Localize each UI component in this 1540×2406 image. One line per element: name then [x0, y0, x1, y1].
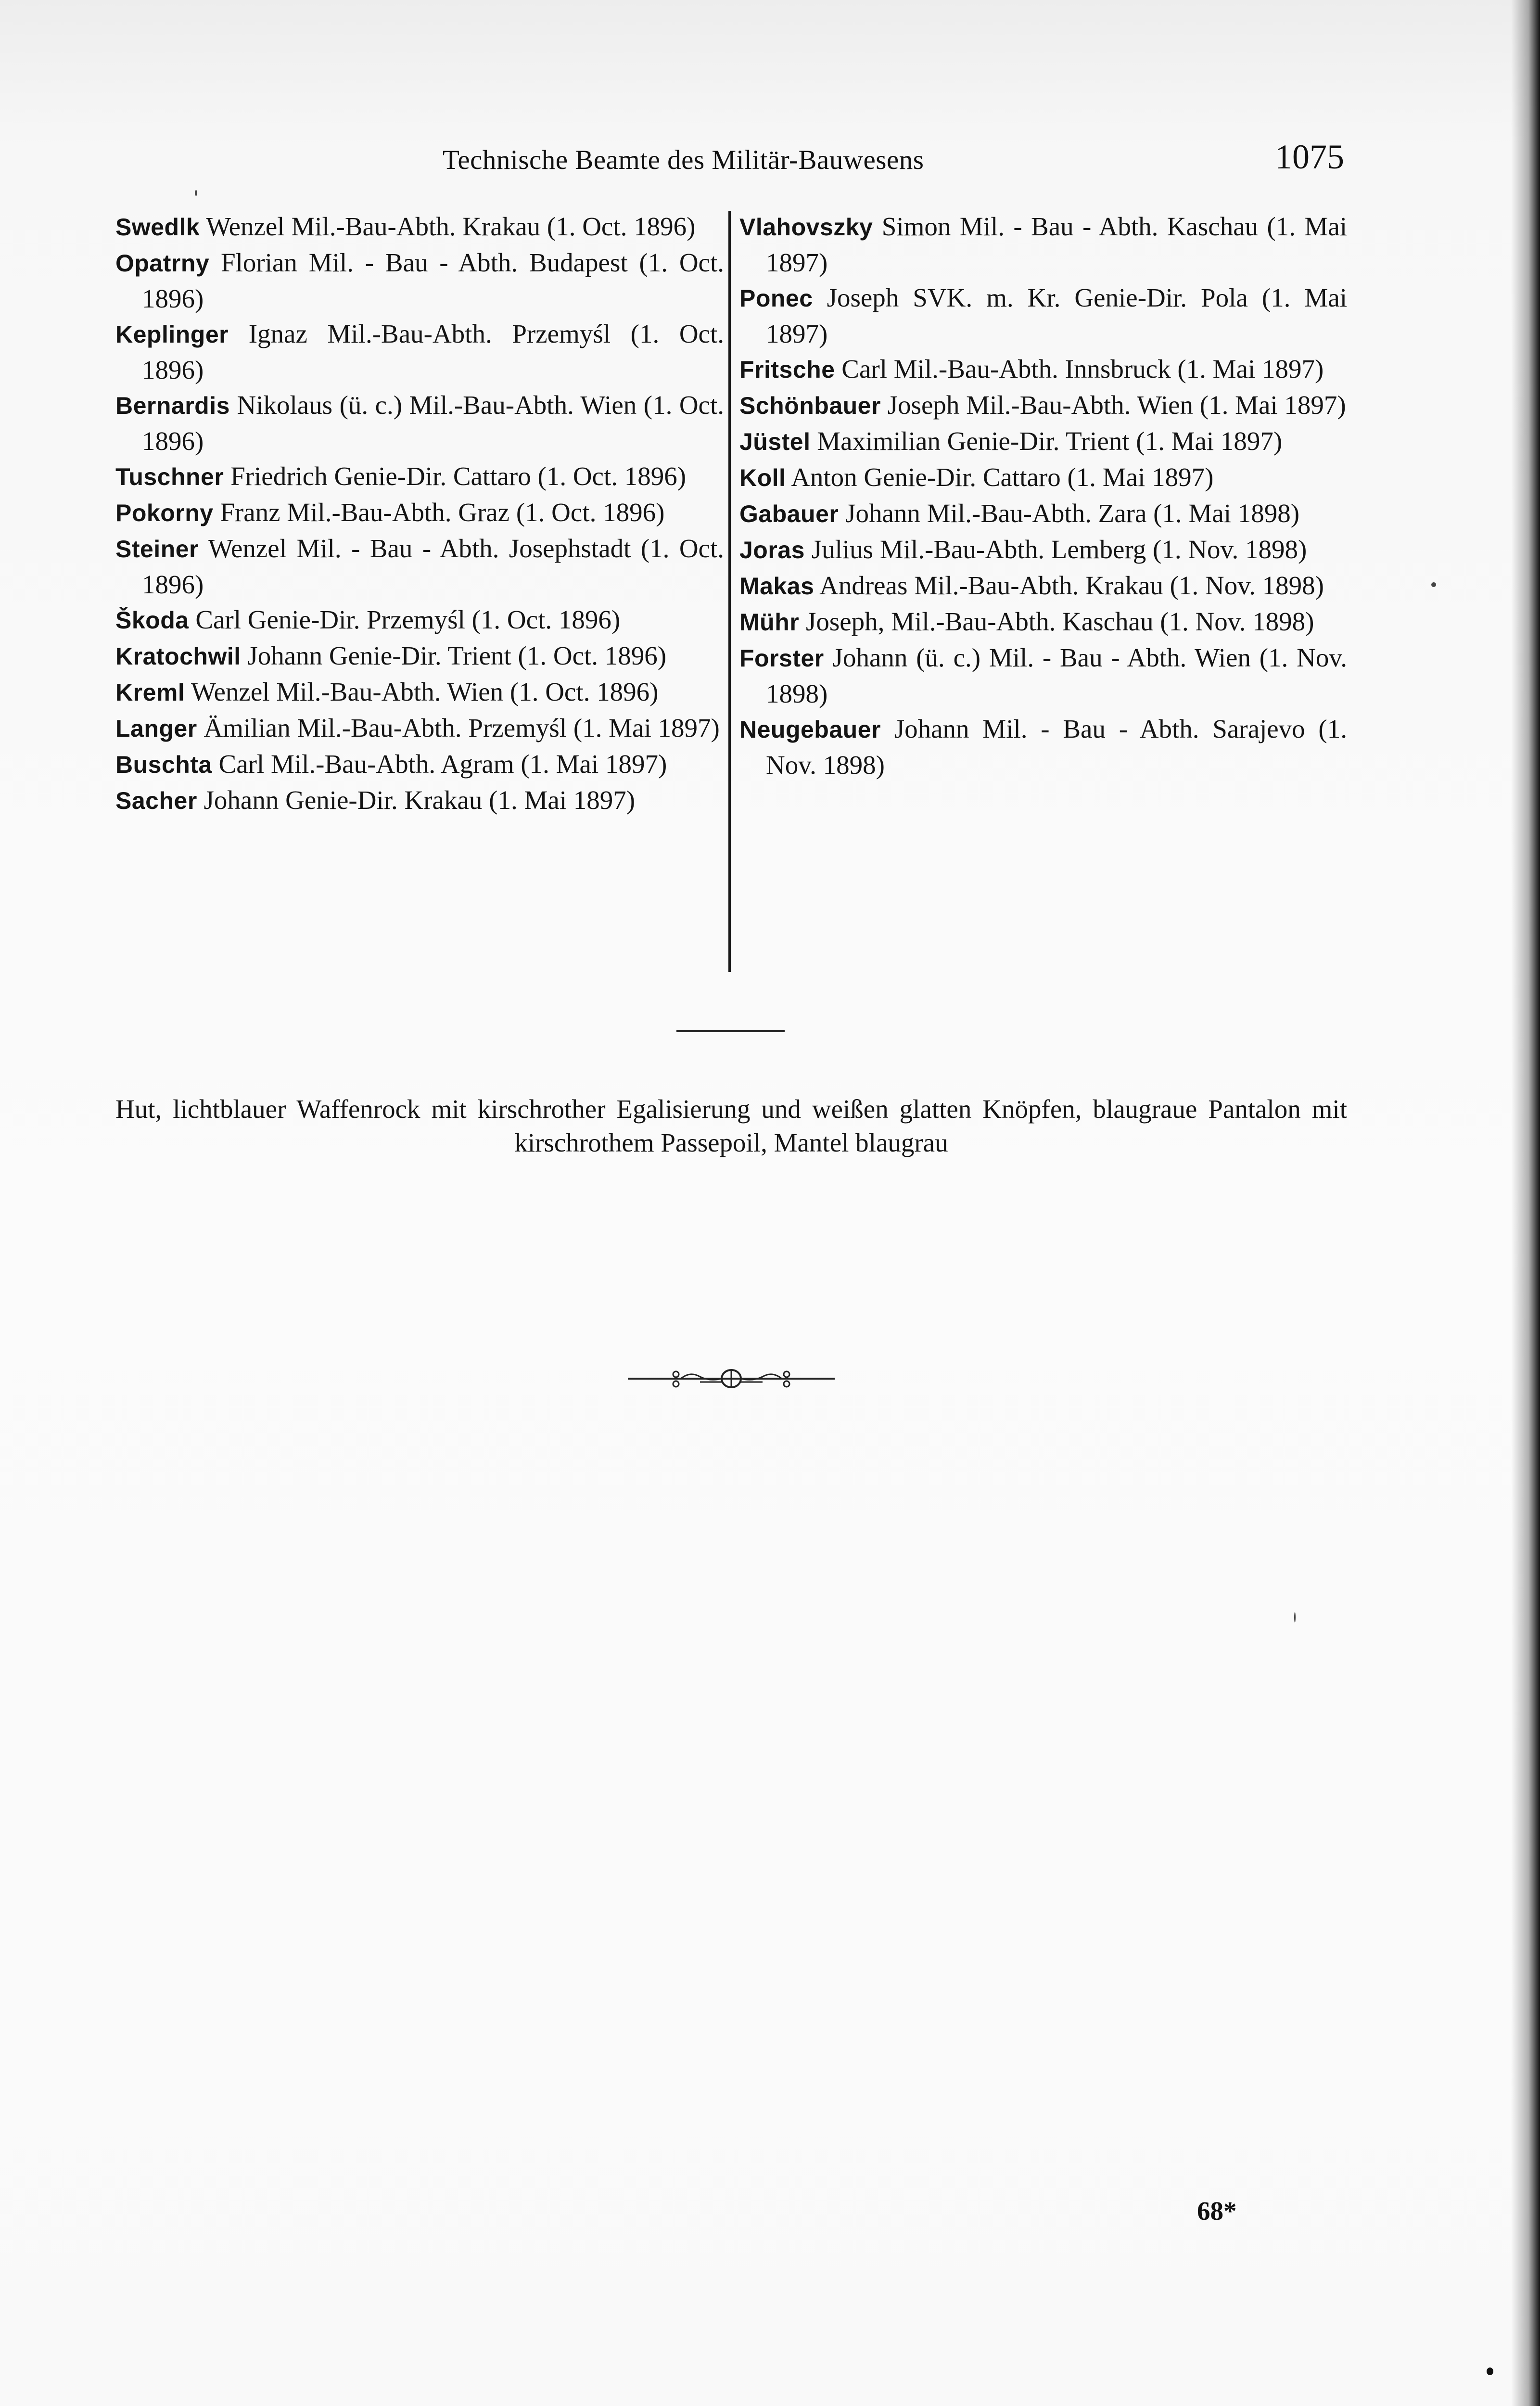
- entry-details: Franz Mil.-Bau-Abth. Graz (1. Oct. 1896): [220, 498, 665, 527]
- surname: Škoda: [115, 607, 189, 634]
- signature-mark: 68*: [1197, 2196, 1237, 2226]
- surname: Steiner: [115, 536, 199, 563]
- personnel-entry: [115, 638, 724, 674]
- scan-speck: [1431, 582, 1436, 587]
- entry-details: Carl Genie-Dir. Przemyśl (1. Oct. 1896): [195, 605, 621, 634]
- personnel-entry: [115, 316, 724, 387]
- scan-speck: [195, 190, 197, 196]
- entry-details: Johann Mil. - Bau - Abth. Sarajevo (1. Nov. 1898): [766, 714, 1347, 780]
- entry-details: Simon Mil. - Bau - Abth. Kaschau (1. Mai 1897): [766, 212, 1348, 277]
- surname: Neugebauer: [739, 716, 881, 743]
- entry-details: Wenzel Mil. - Bau - Abth. Josephstadt (1. Oct. 1896): [142, 534, 724, 599]
- surname: Ponec: [739, 285, 813, 312]
- right-column: [739, 209, 1347, 782]
- scan-speck: [1487, 2368, 1493, 2375]
- personnel-entry: [115, 387, 724, 459]
- surname: Joras: [739, 537, 805, 563]
- personnel-entry: [115, 459, 724, 495]
- surname: Opatrny: [115, 250, 210, 277]
- personnel-entry: [739, 532, 1347, 568]
- entry-details: Carl Mil.-Bau-Abth. Innsbruck (1. Mai 1897): [841, 354, 1324, 384]
- entry-details: Joseph, Mil.-Bau-Abth. Kaschau (1. Nov. 1898): [805, 607, 1314, 636]
- surname: Vlahovszky: [739, 214, 873, 241]
- surname: Mühr: [739, 609, 800, 636]
- personnel-entry: [115, 674, 724, 710]
- entry-details: Johann Genie-Dir. Krakau (1. Mai 1897): [204, 785, 636, 815]
- entry-details: Ämilian Mil.-Bau-Abth. Przemyśl (1. Mai 1897): [204, 713, 720, 742]
- surname: Kreml: [115, 679, 185, 706]
- running-title: Technische Beamte des Militär-Bauwesens: [443, 145, 924, 175]
- surname: Swedlk: [115, 214, 200, 241]
- surname: Langer: [115, 715, 197, 742]
- surname: Bernardis: [115, 392, 230, 419]
- surname: Schönbauer: [739, 392, 881, 419]
- entry-details: Johann Genie-Dir. Trient (1. Oct. 1896): [247, 641, 667, 670]
- entry-details: Julius Mil.-Bau-Abth. Lemberg (1. Nov. 1898): [811, 535, 1307, 564]
- personnel-entry: [739, 351, 1347, 387]
- surname: Buschta: [115, 751, 212, 778]
- scan-edge-shadow: [1511, 0, 1540, 2406]
- personnel-entry: [115, 782, 724, 819]
- entry-details: Joseph SVK. m. Kr. Genie-Dir. Pola (1. Mai 1897): [766, 283, 1348, 348]
- personnel-entry: [115, 710, 724, 746]
- personnel-entry: [115, 209, 724, 245]
- entry-details: Johann Mil.-Bau-Abth. Zara (1. Mai 1898): [845, 499, 1300, 528]
- personnel-entry: [739, 711, 1347, 782]
- surname: Forster: [739, 645, 824, 672]
- surname: Makas: [739, 573, 815, 600]
- personnel-entry: [739, 460, 1347, 496]
- surname: Keplinger: [115, 321, 229, 348]
- surname: Tuschner: [115, 463, 224, 490]
- entry-details: Wenzel Mil.-Bau-Abth. Wien (1. Oct. 1896): [191, 677, 659, 706]
- entry-details: Ignaz Mil.-Bau-Abth. Przemyśl (1. Oct. 1896): [142, 319, 724, 384]
- surname: Sacher: [115, 787, 197, 814]
- personnel-entry: [739, 423, 1347, 460]
- entry-details: Carl Mil.-Bau-Abth. Agram (1. Mai 1897): [218, 749, 667, 779]
- personnel-entry: [739, 604, 1347, 640]
- personnel-entry: [739, 496, 1347, 532]
- running-header: [0, 137, 1540, 180]
- personnel-entry: [739, 209, 1347, 280]
- surname: Fritsche: [739, 356, 835, 383]
- surname: Koll: [739, 464, 786, 491]
- entry-details: Johann (ü. c.) Mil. - Bau - Abth. Wien (1. Nov. 1898): [766, 643, 1348, 708]
- personnel-entry: [739, 640, 1347, 711]
- surname: Kratochwil: [115, 643, 241, 670]
- scan-speck: [1294, 1612, 1296, 1623]
- personnel-entry: [115, 746, 724, 782]
- entry-details: Nikolaus (ü. c.) Mil.-Bau-Abth. Wien (1. Oct. 1896): [142, 390, 724, 456]
- personnel-entry: [115, 602, 724, 638]
- entry-details: Andreas Mil.-Bau-Abth. Krakau (1. Nov. 1898): [819, 571, 1324, 600]
- surname: Pokorny: [115, 499, 214, 526]
- section-rule: [676, 1030, 785, 1032]
- ornament-divider-icon: [628, 1362, 835, 1395]
- personnel-entry: [115, 495, 724, 531]
- page-number: 1075: [1275, 138, 1344, 176]
- entry-details: Friedrich Genie-Dir. Cattaro (1. Oct. 1896): [230, 461, 687, 491]
- surname: Gabauer: [739, 500, 839, 527]
- personnel-entry: [115, 531, 724, 602]
- personnel-entry: [739, 568, 1347, 604]
- personnel-entry: [739, 280, 1347, 351]
- personnel-entry: [739, 387, 1347, 423]
- entry-details: Wenzel Mil.-Bau-Abth. Krakau (1. Oct. 1896): [206, 212, 696, 241]
- entry-details: Joseph Mil.-Bau-Abth. Wien (1. Mai 1897): [887, 390, 1346, 420]
- entry-details: Maximilian Genie-Dir. Trient (1. Mai 1897): [817, 426, 1283, 456]
- left-column: [115, 209, 724, 819]
- entry-details: Florian Mil. - Bau - Abth. Budapest (1. Oct. 1896): [142, 248, 724, 313]
- column-divider: [728, 211, 731, 972]
- personnel-entry: [115, 245, 724, 316]
- entry-details: Anton Genie-Dir. Cattaro (1. Mai 1897): [791, 462, 1214, 492]
- surname: Jüstel: [739, 428, 811, 455]
- uniform-description: Hut, lichtblauer Waffenrock mit kirschrother Egalisierung und weißen glatten Knöpfen, blaugraue Pantalon mit kirschrothem Passepoil, Mantel blaugrau: [115, 1094, 1347, 1157]
